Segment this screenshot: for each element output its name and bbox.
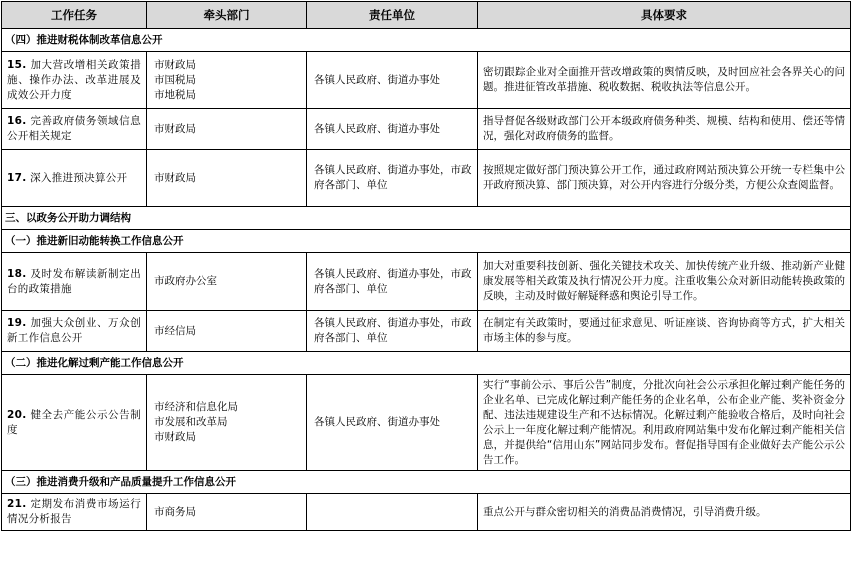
- lead-department-cell: 市财政局 市国税局 市地税局: [147, 52, 307, 109]
- task-number: 20.: [7, 408, 27, 421]
- requirement-cell: 指导督促各级财政部门公开本级政府债务种类、规模、结构和使用、偿还等情况，强化对政府债务的监督。: [478, 109, 851, 150]
- header-unit: 责任单位: [307, 2, 478, 29]
- requirement-cell: 加大对重要科技创新、强化关键技术攻关、加快传统产业升级、推动新产业健康发展等相关政策及执行情况公开力度。注重收集公众对新旧动能转换政策的反映，主动及时做好解疑释惑和舆论引导工作。: [478, 253, 851, 311]
- task-text: 深入推进预决算公开: [30, 171, 128, 184]
- section-row: [2, 471, 851, 494]
- section-title: （四）推进财税体制改革信息公开: [2, 29, 851, 52]
- task-text: 定期发布消费市场运行情况分析报告: [7, 498, 142, 525]
- table-row: [2, 494, 851, 531]
- lead-department-cell: 市财政局: [147, 150, 307, 207]
- task-cell: [2, 253, 147, 311]
- table-row: [2, 52, 851, 109]
- task-text: 完善政府债务领域信息公开相关规定: [7, 115, 142, 142]
- task-number: 19.: [7, 317, 27, 329]
- task-cell: [2, 52, 147, 109]
- requirement-cell: 重点公开与群众密切相关的消费品消费情况，引导消费升级。: [478, 494, 851, 531]
- requirement-cell: 在制定有关政策时，要通过征求意见、听证座谈、咨询协商等方式，扩大相关市场主体的参与度。: [478, 311, 851, 352]
- task-cell: [2, 311, 147, 352]
- lead-department-cell: 市政府办公室: [147, 253, 307, 311]
- task-cell: [2, 375, 147, 471]
- responsible-unit-cell: 各镇人民政府、街道办事处: [307, 109, 478, 150]
- header-req: 具体要求: [478, 2, 851, 29]
- lead-department-cell: 市经信局: [147, 311, 307, 352]
- section-title: （二）推进化解过剩产能工作信息公开: [2, 352, 851, 375]
- task-text: 加强大众创业、万众创新工作信息公开: [7, 317, 142, 344]
- lead-department-cell: 市财政局: [147, 109, 307, 150]
- section-row: [2, 29, 851, 52]
- task-number: 21.: [7, 498, 27, 510]
- task-table: [1, 1, 851, 531]
- task-text: 加大营改增相关政策措施、操作办法、改革进展及成效公开力度: [7, 58, 142, 101]
- task-cell: [2, 494, 147, 531]
- requirement-cell: 实行“事前公示、事后公告”制度，分批次向社会公示承担化解过剩产能任务的企业名单、已完成化解过剩产能任务的企业名单，公布企业产能、奖补资金分配、违法违规建设生产和不达标情况。化解过剩产能验收合格后，及时向社会公示上一年度化解过剩产能情况。利用政府网站集中发布化解过剩产能相关信息，并提供给“信用山东”网站同步发布。督促指导国有企业做好去产能公示公告工作。: [478, 375, 851, 471]
- table-row: [2, 311, 851, 352]
- table-body: [2, 29, 851, 531]
- section-title: （一）推进新旧动能转换工作信息公开: [2, 230, 851, 253]
- responsible-unit-cell: 各镇人民政府、街道办事处，市政府各部门、单位: [307, 253, 478, 311]
- task-cell: [2, 109, 147, 150]
- task-number: 17.: [7, 171, 27, 184]
- table-row: [2, 109, 851, 150]
- responsible-unit-cell: 各镇人民政府、街道办事处: [307, 375, 478, 471]
- section-title: （三）推进消费升级和产品质量提升工作信息公开: [2, 471, 851, 494]
- header-task: 工作任务: [2, 2, 147, 29]
- section-row: [2, 230, 851, 253]
- task-text: 健全去产能公示公告制度: [7, 408, 142, 436]
- requirement-cell: 密切跟踪企业对全面推开营改增政策的舆情反映，及时回应社会各界关心的问题。推进征管改革措施、税收数据、税收执法等信息公开。: [478, 52, 851, 109]
- table-row: [2, 253, 851, 311]
- responsible-unit-cell: 各镇人民政府、街道办事处，市政府各部门、单位: [307, 311, 478, 352]
- task-number: 16.: [7, 115, 27, 127]
- header-dept: 牵头部门: [147, 2, 307, 29]
- header-row: [2, 2, 851, 29]
- responsible-unit-cell: 各镇人民政府、街道办事处，市政府各部门、单位: [307, 150, 478, 207]
- lead-department-cell: 市商务局: [147, 494, 307, 531]
- task-number: 18.: [7, 267, 27, 280]
- responsible-unit-cell: 各镇人民政府、街道办事处: [307, 52, 478, 109]
- task-cell: [2, 150, 147, 207]
- table-row: [2, 150, 851, 207]
- section-row: [2, 352, 851, 375]
- section-title: 三、以政务公开助力调结构: [2, 207, 851, 230]
- section-row: [2, 207, 851, 230]
- lead-department-cell: 市经济和信息化局 市发展和改革局 市财政局: [147, 375, 307, 471]
- table-row: [2, 375, 851, 471]
- task-number: 15.: [7, 58, 27, 71]
- task-text: 及时发布解读新制定出台的政策措施: [7, 267, 142, 295]
- requirement-cell: 按照规定做好部门预决算公开工作，通过政府网站预决算公开统一专栏集中公开政府预决算、部门预决算，对公开内容进行分级分类，方便公众查阅监督。: [478, 150, 851, 207]
- responsible-unit-cell: [307, 494, 478, 531]
